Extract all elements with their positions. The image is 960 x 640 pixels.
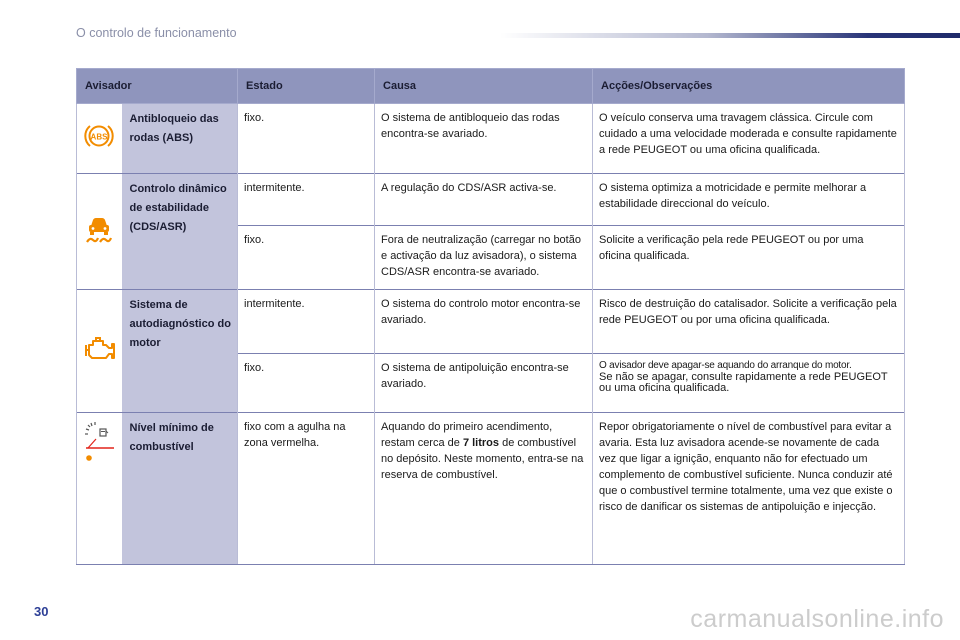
actions-text: Se não se apagar, consulte rapidamente a rede PEUGEOT ou uma oficina qualificada.: [599, 371, 888, 394]
page-header-title: O controlo de funcionamento: [76, 26, 237, 40]
svg-text:ABS: ABS: [90, 132, 108, 142]
cause-cell: A regulação do CDS/ASR activa-se.: [375, 174, 593, 226]
cause-cell: Fora de neutralização (carregar no botão e activação da luz avisadora), o sistema CDS/ASR encontra-se avariado.: [375, 226, 593, 290]
column-header-avisador: Avisador: [77, 69, 238, 104]
fuel-gauge-icon: [82, 421, 116, 470]
stability-icon-cell: [77, 174, 122, 290]
state-cell: fixo com a agulha na zona vermelha.: [238, 413, 375, 565]
table-row: [77, 290, 905, 354]
engine-icon-cell: [77, 290, 122, 413]
column-header-causa: Causa: [375, 69, 593, 104]
actions-cell: O sistema optimiza a motricidade e permite melhorar a estabilidade direccional do veículo.: [593, 174, 905, 226]
cause-cell: [375, 413, 593, 565]
actions-cell: [593, 354, 905, 413]
state-cell: intermitente.: [238, 290, 375, 354]
actions-cell: O veículo conserva uma travagem clássica. Circule com cuidado a uma velocidade moderada e consulte rapidamente a rede PEUGEOT ou uma oficina qualificada.: [593, 104, 905, 174]
warning-name-abs: Antibloqueio das rodas (ABS): [122, 104, 238, 174]
fuel-icon-cell: [77, 413, 122, 565]
actions-cell: Solicite a verificação pela rede PEUGEOT ou por uma oficina qualificada.: [593, 226, 905, 290]
table-header-row: [77, 69, 905, 104]
cause-text-b: de combustível no depósito.: [381, 437, 577, 465]
table-row: [77, 413, 905, 565]
actions-cell: Repor obrigatoriamente o nível de combustível para evitar a avaria. Esta luz avisadora acende-se novamente de cada vez que ligar a ignição, enquanto não for efectuado um complemento de combustível suficiente. Nunca conduzir até que o combustível termine totalmente, uma vez que existe o risco de danificar os sistemas de antipoluição e injecção.: [593, 413, 905, 565]
column-header-accoes: Acções/Observações: [593, 69, 905, 104]
cause-text-c: Neste momento, entra-se na reserva de combustível.: [381, 453, 584, 481]
engine-icon: [82, 336, 116, 367]
warning-lights-table: [76, 68, 905, 565]
state-cell: fixo.: [238, 354, 375, 413]
state-cell: fixo.: [238, 226, 375, 290]
actions-note: O avisador deve apagar-se aquando do arranque do motor.: [599, 360, 852, 371]
warning-name-fuel: Nível mínimo de combustível: [122, 413, 238, 565]
cause-text-a: Aquando do primeiro acendimento, restam cerca de: [381, 421, 553, 449]
table-row: [77, 174, 905, 226]
cause-cell: O sistema de antibloqueio das rodas encontra-se avariado.: [375, 104, 593, 174]
actions-cell: Risco de destruição do catalisador. Solicite a verificação pela rede PEUGEOT ou por uma oficina qualificada.: [593, 290, 905, 354]
state-cell: fixo.: [238, 104, 375, 174]
abs-icon-cell: [77, 104, 122, 174]
page-number: 30: [34, 604, 49, 619]
cause-cell: O sistema do controlo motor encontra-se avariado.: [375, 290, 593, 354]
abs-icon: [84, 121, 114, 156]
table-row: [77, 104, 905, 174]
warning-name-engine: Sistema de autodiagnóstico do motor: [122, 290, 238, 413]
cause-quantity: 7 litros: [462, 437, 500, 449]
stability-control-icon: [83, 213, 115, 250]
state-cell: intermitente.: [238, 174, 375, 226]
cause-cell: O sistema de antipoluição encontra-se avariado.: [375, 354, 593, 413]
column-header-estado: Estado: [238, 69, 375, 104]
watermark: carmanualsonline.info: [690, 605, 944, 633]
warning-name-cds-asr: Controlo dinâmico de estabilidade (CDS/ASR): [122, 174, 238, 290]
header-decorative-bar: [500, 33, 960, 38]
